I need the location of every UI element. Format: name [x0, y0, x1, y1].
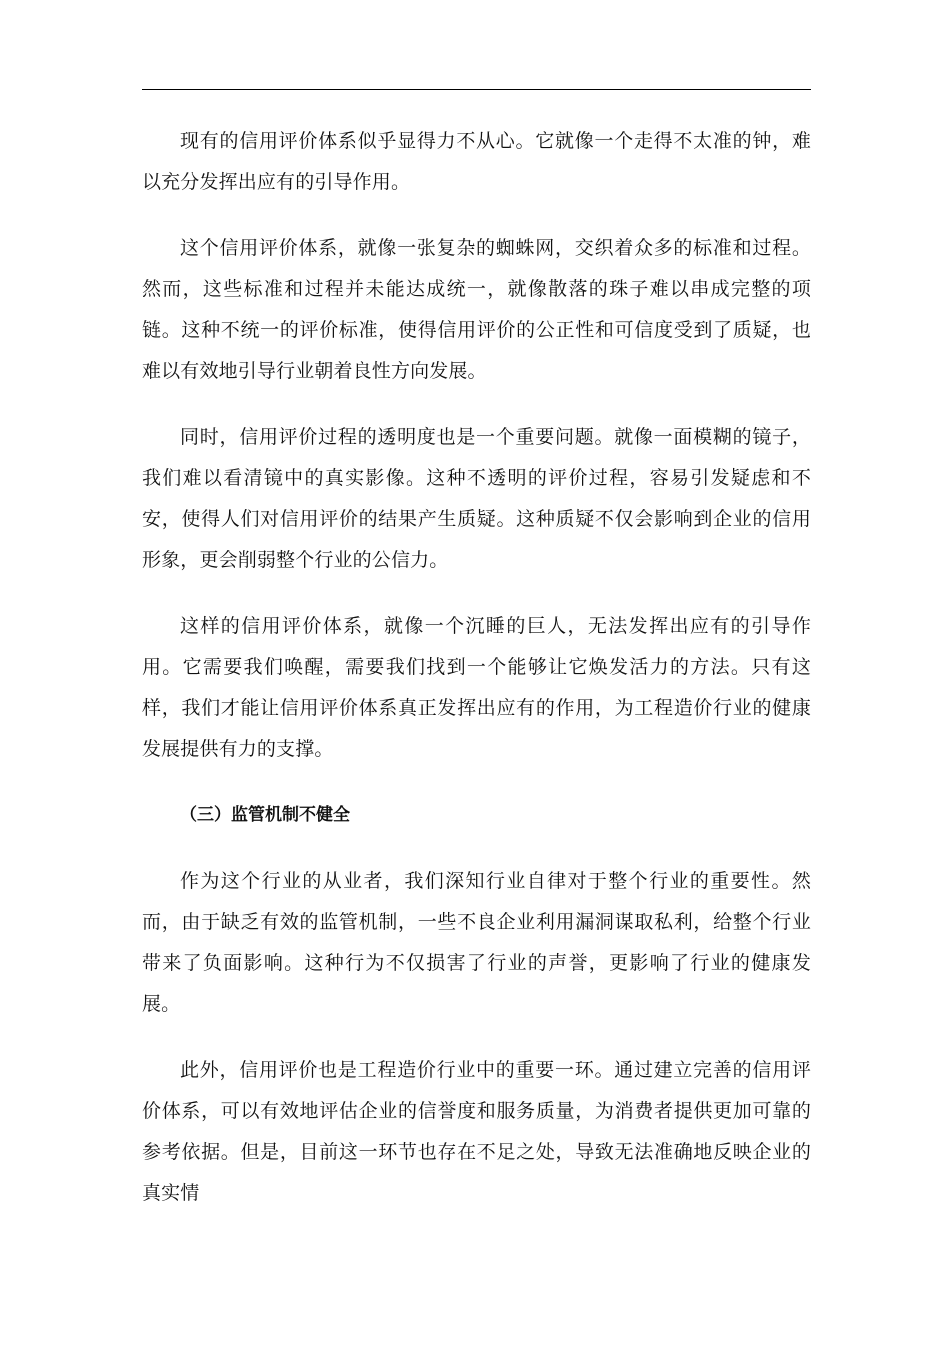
paragraph: 同时，信用评价过程的透明度也是一个重要问题。就像一面模糊的镜子，我们难以看清镜中的真实影像。这种不透明的评价过程，容易引发疑虑和不安，使得人们对信用评价的结果产生质疑。这种质疑不仅会影响到企业的信用形象，更会削弱整个行业的公信力。: [142, 426, 811, 571]
header-rule: [142, 89, 811, 90]
paragraph: 这样的信用评价体系，就像一个沉睡的巨人，无法发挥出应有的引导作用。它需要我们唤醒，需要我们找到一个能够让它焕发活力的方法。只有这样，我们才能让信用评价体系真正发挥出应有的作用，为工程造价行业的健康发展提供有力的支撑。: [142, 615, 811, 760]
paragraph: 此外，信用评价也是工程造价行业中的重要一环。通过建立完善的信用评价体系，可以有效地评估企业的信誉度和服务质量，为消费者提供更加可靠的参考依据。但是，目前这一环节也存在不足之处，导致无法准确地反映企业的真实情: [142, 1059, 811, 1204]
paragraph: 作为这个行业的从业者，我们深知行业自律对于整个行业的重要性。然而，由于缺乏有效的监管机制，一些不良企业利用漏洞谋取私利，给整个行业带来了负面影响。这种行为不仅损害了行业的声誉，更影响了行业的健康发展。: [142, 870, 811, 1015]
section-heading: （三）监管机制不健全: [180, 805, 350, 825]
body-text: [142, 121, 811, 1239]
paragraph: 现有的信用评价体系似乎显得力不从心。它就像一个走得不太准的钟，难以充分发挥出应有的引导作用。: [142, 130, 811, 193]
paragraph: 这个信用评价体系，就像一张复杂的蜘蛛网，交织着众多的标准和过程。然而，这些标准和过程并未能达成统一，就像散落的珠子难以串成完整的项链。这种不统一的评价标准，使得信用评价的公正性和可信度受到了质疑，也难以有效地引导行业朝着良性方向发展。: [142, 237, 811, 382]
